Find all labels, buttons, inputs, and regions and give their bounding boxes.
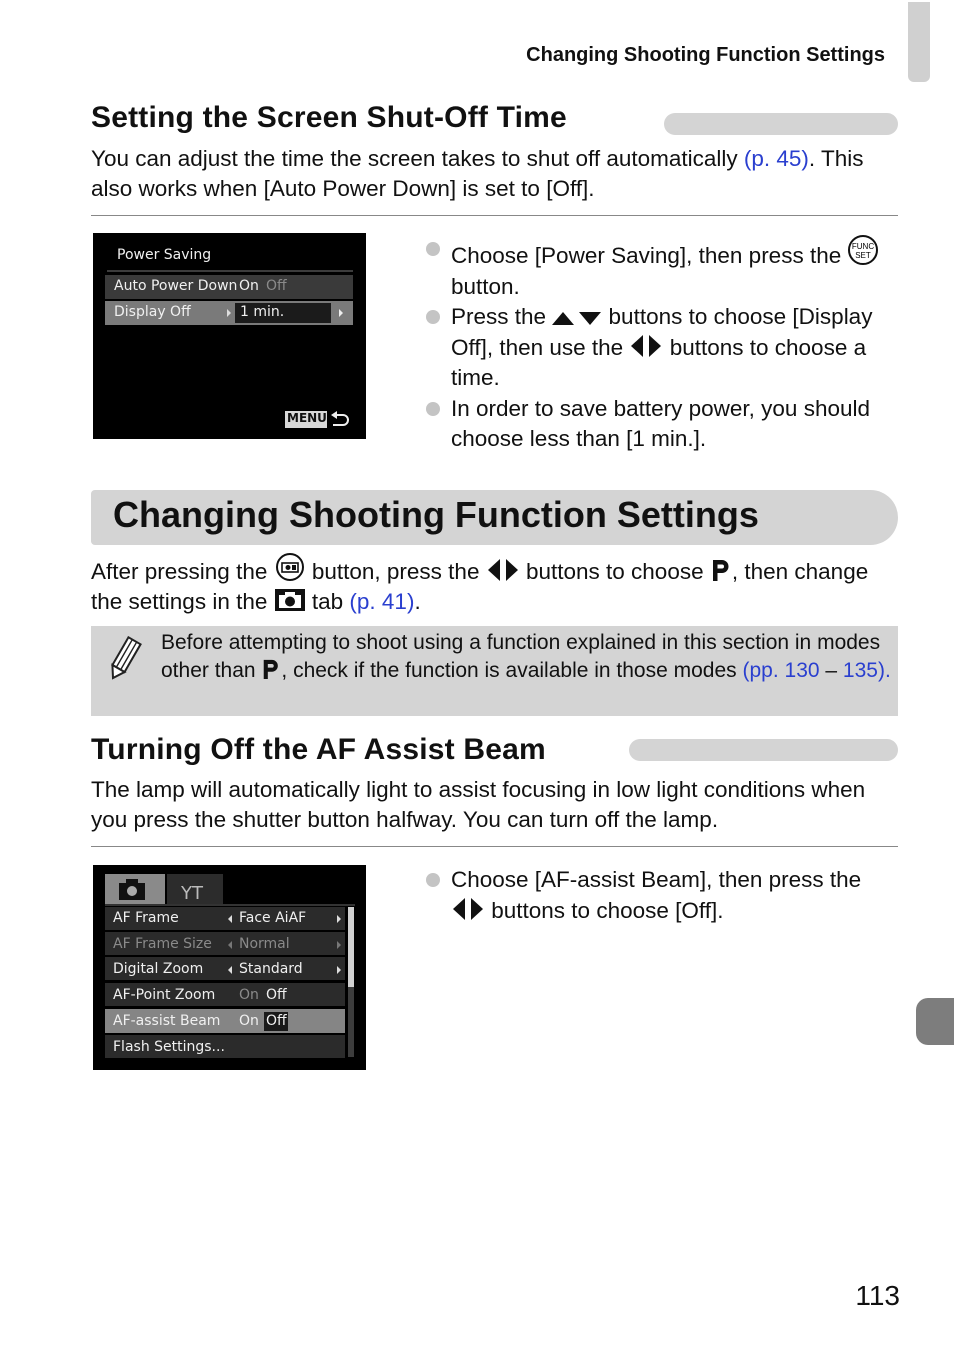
up-down-arrows-icon bbox=[552, 309, 602, 327]
af-assist-steps bbox=[426, 865, 898, 926]
step-item: Press the buttons to choose [Display Off], then use the buttons to choose a time. bbox=[426, 302, 898, 394]
heading-bar bbox=[664, 113, 898, 135]
setup-tab-icon: YT bbox=[181, 883, 203, 904]
power-saving-screen-art bbox=[93, 233, 366, 439]
p-mode-icon bbox=[261, 658, 281, 680]
note-text: Before attempting to shoot using a function explained in this section in modes other than , check if the function is available in those modes (pp. 130 – 135). bbox=[161, 631, 891, 682]
svg-text:FUNC: FUNC bbox=[852, 242, 875, 251]
corner-tab bbox=[908, 2, 930, 82]
section-heading-af-assist: Turning Off the AF Assist Beam bbox=[91, 733, 546, 766]
menu-row-selected: AF-assist Beam On Off bbox=[113, 1013, 287, 1029]
menu-label: MENU bbox=[287, 411, 327, 425]
left-right-arrows-icon bbox=[451, 897, 485, 921]
af-menu-screen bbox=[93, 865, 366, 1070]
auto-power-down-on: On bbox=[239, 278, 259, 294]
camera-tab-icon bbox=[274, 588, 306, 612]
menu-row: AF-Point Zoom On Off bbox=[113, 986, 287, 1003]
af-assist-intro: The lamp will automatically light to assist focusing in low light conditions when you press the shutter button halfway. You can turn off the lamp. bbox=[91, 777, 866, 832]
menu-row: AF Frame Size Normal bbox=[113, 935, 290, 952]
p-mode-icon bbox=[710, 558, 732, 582]
power-saving-screen bbox=[93, 233, 366, 439]
step-item: Choose [Power Saving], then press the FUNC SET button. bbox=[426, 234, 898, 302]
display-off-value: 1 min. bbox=[240, 304, 285, 320]
menu-row: Flash Settings... bbox=[113, 1038, 225, 1055]
step-item: Choose [AF-assist Beam], then press the buttons to choose [Off]. bbox=[426, 865, 898, 926]
shut-off-intro: You can adjust the time the screen takes to shut off automatically (p. 45). This also works when [Auto Power Down] is set to [Off]. bbox=[91, 146, 864, 201]
shooting-intro: After pressing the button, press the buttons to choose , then change the settings in the tab (p. 41). bbox=[91, 552, 901, 616]
divider bbox=[91, 846, 898, 847]
chapter-side-tab bbox=[916, 998, 954, 1045]
page-link-135[interactable]: 135) bbox=[842, 658, 885, 682]
left-right-arrows-icon bbox=[629, 334, 663, 358]
running-head: Changing Shooting Function Settings bbox=[526, 44, 885, 66]
auto-power-down-label: Auto Power Down bbox=[114, 278, 238, 294]
auto-power-down-off: Off bbox=[266, 278, 287, 294]
shut-off-steps bbox=[426, 234, 898, 455]
page-link-41[interactable]: (p. 41) bbox=[349, 588, 415, 614]
menu-row: AF Frame Face AiAF bbox=[113, 910, 307, 926]
divider bbox=[91, 215, 898, 216]
page-number: 113 bbox=[855, 1280, 900, 1311]
page-link-130[interactable]: (pp. 130 bbox=[742, 658, 820, 682]
screen-title: Power Saving bbox=[117, 247, 212, 263]
heading-bar bbox=[629, 739, 898, 761]
display-off-label: Display Off bbox=[114, 304, 191, 320]
chapter-title: Changing Shooting Function Settings bbox=[113, 494, 759, 535]
func-set-button-icon bbox=[274, 552, 306, 582]
section-heading-shut-off: Setting the Screen Shut-Off Time bbox=[91, 101, 567, 134]
af-menu-list bbox=[113, 909, 353, 1062]
left-right-arrows-icon bbox=[486, 558, 520, 582]
pencil-note-icon bbox=[105, 636, 143, 682]
step-item: In order to save battery power, you should choose less than [1 min.]. bbox=[426, 394, 898, 455]
func-set-button-icon bbox=[847, 234, 879, 266]
menu-row: Digital Zoom Standard bbox=[113, 961, 303, 977]
page-link-45[interactable]: (p. 45) bbox=[743, 146, 809, 171]
svg-text:SET: SET bbox=[855, 251, 872, 260]
